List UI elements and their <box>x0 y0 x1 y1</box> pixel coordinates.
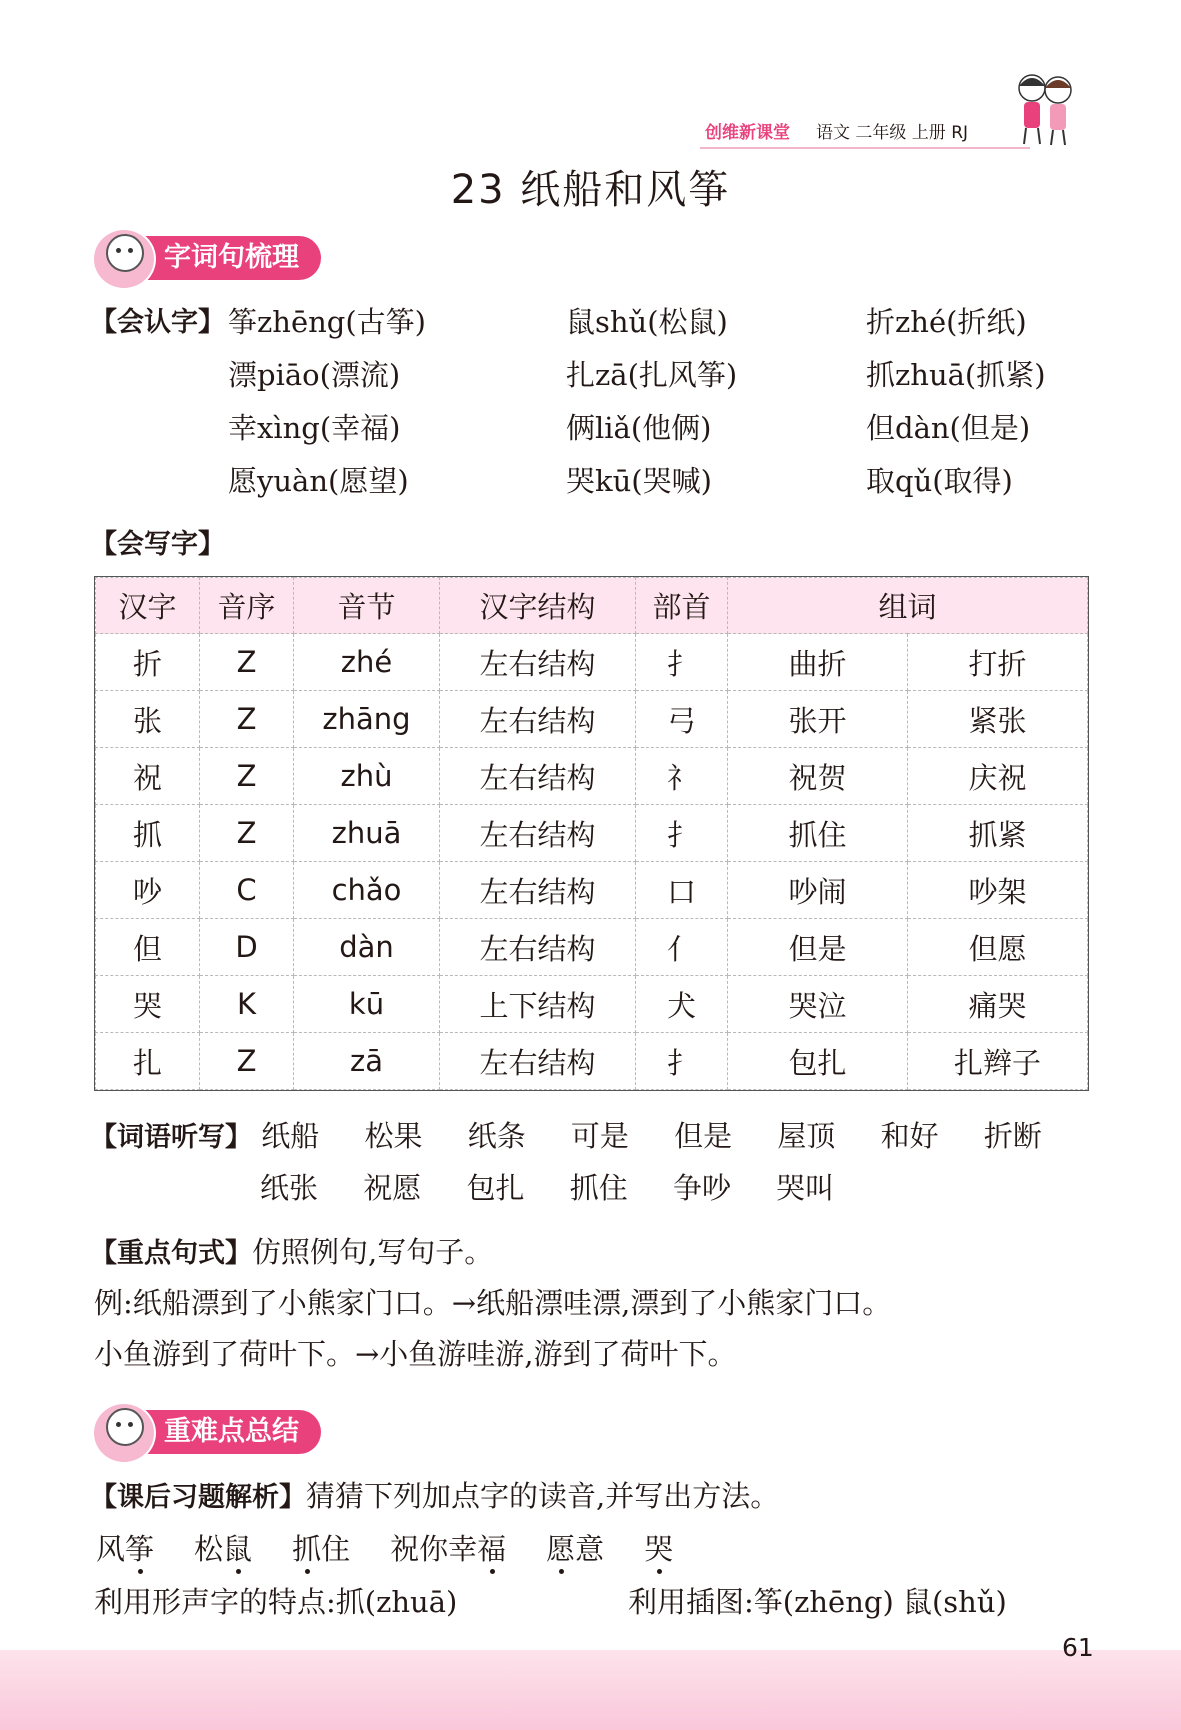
table-cell: zhé <box>294 634 440 691</box>
table-cell: 口 <box>636 862 728 919</box>
table-cell: 张开 <box>728 691 908 748</box>
dictation-word: 包扎 <box>466 1171 525 1205</box>
answer-sentence: 小鱼游到了荷叶下。→小鱼游哇游,游到了荷叶下。 <box>94 1337 737 1371</box>
lesson-title: 23 纸船和风筝 <box>450 167 731 213</box>
table-cell: 左右结构 <box>440 862 636 919</box>
dictation-word: 可是 <box>570 1119 629 1153</box>
book-mascot-icon <box>92 1402 156 1464</box>
table-cell: 包扎 <box>728 1033 908 1090</box>
dotted-word: 祝你幸福 <box>390 1532 507 1566</box>
recognize-item: 折zhé(折纸) <box>866 305 1027 339</box>
dictation-word: 松果 <box>364 1119 423 1153</box>
table-cell: 哭 <box>96 976 200 1033</box>
table-row <box>96 862 1088 919</box>
table-row <box>96 805 1088 862</box>
table-row <box>96 919 1088 976</box>
kids-mascot-icon <box>1010 66 1080 148</box>
brand-name: 创维新课堂 <box>705 123 790 143</box>
table-cell: 祝 <box>96 748 200 805</box>
dictation-word: 折断 <box>983 1119 1042 1153</box>
table-cell: Z <box>200 634 294 691</box>
table-cell: 扎 <box>96 1033 200 1090</box>
table-cell: chǎo <box>294 862 440 919</box>
table-cell: 犬 <box>636 976 728 1033</box>
table-cell: 礻 <box>636 748 728 805</box>
table-cell: zhù <box>294 748 440 805</box>
table-body <box>96 634 1088 1090</box>
dotted-word: 风筝 <box>96 1532 155 1566</box>
table-cell: 张 <box>96 691 200 748</box>
dictation-word: 祝愿 <box>363 1171 422 1205</box>
table-cell: 但是 <box>728 919 908 976</box>
table-cell: 左右结构 <box>440 691 636 748</box>
dotted-word: 抓住 <box>292 1532 351 1566</box>
table-cell: 左右结构 <box>440 634 636 691</box>
book-info: 语文 二年级 上册 RJ <box>816 123 969 143</box>
recognize-label: 【会认字】 <box>90 307 225 338</box>
dictation-line <box>260 1166 870 1207</box>
table-cell: 紧张 <box>908 691 1088 748</box>
table-cell: 折 <box>96 634 200 691</box>
recognize-item: 筝zhēng(古筝) <box>228 305 426 339</box>
recognize-item: 扎zā(扎风筝) <box>566 358 738 392</box>
section-title: 重难点总结 <box>164 1416 299 1447</box>
dictation-word: 哭叫 <box>776 1171 835 1205</box>
table-cell: 抓 <box>96 805 200 862</box>
table-cell: 左右结构 <box>440 748 636 805</box>
table-cell: 哭泣 <box>728 976 908 1033</box>
recognize-item: 取qǔ(取得) <box>866 464 1013 498</box>
focus-sentence <box>90 1230 493 1271</box>
table-cell: 亻 <box>636 919 728 976</box>
table-cell: 左右结构 <box>440 1033 636 1090</box>
recognize-item: 愿yuàn(愿望) <box>228 464 409 498</box>
character-table <box>95 577 1088 1090</box>
recognize-item: 俩liǎ(他俩) <box>566 411 712 445</box>
column-header: 组词 <box>728 578 1088 634</box>
dictation-word: 争吵 <box>672 1171 731 1205</box>
table-cell: 上下结构 <box>440 976 636 1033</box>
analysis-instruction: 猜猜下列加点字的读音,并写出方法。 <box>306 1479 780 1513</box>
table-cell: zhāng <box>294 691 440 748</box>
table-cell: 吵闹 <box>728 862 908 919</box>
column-header: 汉字结构 <box>440 578 636 634</box>
table-cell: 左右结构 <box>440 919 636 976</box>
table-cell: Z <box>200 805 294 862</box>
recognize-item: 漂piāo(漂流) <box>228 358 401 392</box>
example-sentence: 例:纸船漂到了小熊家门口。→纸船漂哇漂,漂到了小熊家门口。 <box>94 1286 892 1320</box>
focus-label: 【重点句式】 <box>90 1238 252 1269</box>
table-cell: 庆祝 <box>908 748 1088 805</box>
table-cell: 打折 <box>908 634 1088 691</box>
table-cell: 曲折 <box>728 634 908 691</box>
recognize-item: 幸xìng(幸福) <box>228 411 401 445</box>
focus-instruction: 仿照例句,写句子。 <box>252 1235 494 1269</box>
dotted-word: 哭 <box>644 1532 674 1566</box>
page-number: 61 <box>1062 1633 1094 1662</box>
table-cell: 抓紧 <box>908 805 1088 862</box>
table-cell: 扎辫子 <box>908 1033 1088 1090</box>
table-cell: dàn <box>294 919 440 976</box>
table-cell: 抓住 <box>728 805 908 862</box>
table-cell: zhuā <box>294 805 440 862</box>
table-cell: D <box>200 919 294 976</box>
analysis-label: 【课后习题解析】 <box>90 1482 306 1513</box>
table-cell: kū <box>294 976 440 1033</box>
table-cell: 扌 <box>636 805 728 862</box>
dictation-label: 【词语听写】 <box>90 1122 252 1153</box>
table-header-row <box>96 578 1088 634</box>
dotted-words <box>96 1527 713 1568</box>
dictation-word: 但是 <box>674 1119 733 1153</box>
table-cell: 扌 <box>636 634 728 691</box>
table-cell: 扌 <box>636 1033 728 1090</box>
table-cell: Z <box>200 691 294 748</box>
method-shape-sound: 利用形声字的特点:抓(zhuā) <box>94 1585 458 1619</box>
table-cell: 吵架 <box>908 862 1088 919</box>
dictation-word: 纸张 <box>260 1171 319 1205</box>
table-cell: 弓 <box>636 691 728 748</box>
table-cell: zā <box>294 1033 440 1090</box>
table-cell: Z <box>200 1033 294 1090</box>
table-row <box>96 691 1088 748</box>
table-row <box>96 1033 1088 1090</box>
table-row <box>96 634 1088 691</box>
write-label: 【会写字】 <box>90 529 225 560</box>
column-header: 音节 <box>294 578 440 634</box>
recognize-item: 抓zhuā(抓紧) <box>866 358 1046 392</box>
column-header: 部首 <box>636 578 728 634</box>
table-cell: 但愿 <box>908 919 1088 976</box>
footer-band <box>0 1650 1181 1730</box>
table-cell: 祝贺 <box>728 748 908 805</box>
mascot-icon <box>92 228 156 290</box>
dictation-word: 纸条 <box>467 1119 526 1153</box>
dictation-word: 屋顶 <box>777 1119 836 1153</box>
dotted-word: 愿意 <box>546 1532 605 1566</box>
column-header: 音序 <box>200 578 294 634</box>
table-row <box>96 748 1088 805</box>
column-header: 汉字 <box>96 578 200 634</box>
table-cell: 左右结构 <box>440 805 636 862</box>
dictation-word: 抓住 <box>569 1171 628 1205</box>
recognize-item: 哭kū(哭喊) <box>566 464 712 498</box>
dictation-word: 纸船 <box>261 1119 320 1153</box>
dictation-line <box>90 1114 1078 1155</box>
dictation-word: 和好 <box>880 1119 939 1153</box>
section-banner-vocab <box>94 236 321 280</box>
exercise-analysis <box>90 1474 779 1515</box>
table-cell: Z <box>200 748 294 805</box>
table-cell: 但 <box>96 919 200 976</box>
table-row <box>96 976 1088 1033</box>
method-illustration: 利用插图:筝(zhēng) 鼠(shǔ) <box>628 1585 1007 1619</box>
section-title: 字词句梳理 <box>164 242 299 273</box>
header-divider <box>700 147 1030 149</box>
section-banner-summary <box>94 1410 321 1454</box>
dotted-word: 松鼠 <box>194 1532 253 1566</box>
recognize-item: 但dàn(但是) <box>866 411 1031 445</box>
table-cell: 吵 <box>96 862 200 919</box>
table-cell: C <box>200 862 294 919</box>
table-cell: K <box>200 976 294 1033</box>
recognize-item: 鼠shǔ(松鼠) <box>566 305 728 339</box>
table-cell: 痛哭 <box>908 976 1088 1033</box>
